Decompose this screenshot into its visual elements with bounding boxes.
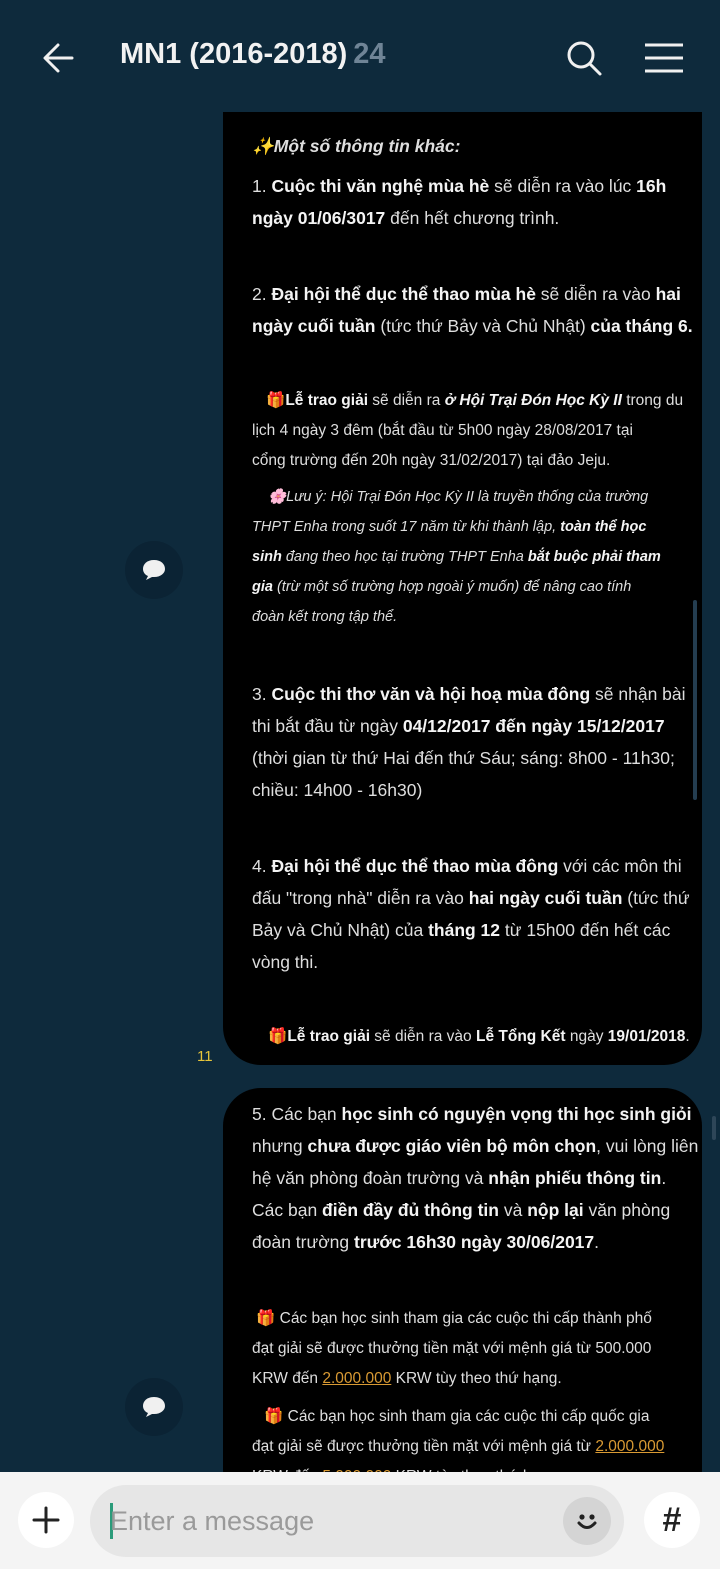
search-button[interactable] — [560, 34, 608, 82]
plus-icon — [32, 1506, 60, 1534]
member-count: 24 — [353, 38, 386, 70]
gift-icon: 🎁 — [256, 1310, 276, 1327]
avatar[interactable] — [125, 1378, 183, 1436]
chat-bubble-icon — [141, 558, 167, 582]
gift-2-line-2: đạt giải sẽ được thưởng tiền mặt với mệnh giá từ 2.000.000 — [252, 1438, 665, 1455]
note-line-1: 🌸Lưu ý: Hội Trại Đón Học Kỳ II là truyền thống của trường — [268, 489, 649, 505]
menu-icon — [644, 42, 684, 74]
award-line-2: lịch 4 ngày 3 đêm (bắt đầu từ 5h00 ngày 28/08/2017 tại — [252, 422, 633, 439]
award-2-line: 🎁Lễ trao giải sẽ diễn ra vào Lễ Tổng Kết ngày 19/01/2018. — [268, 1028, 690, 1045]
award-line-1: 🎁Lễ trao giải sẽ diễn ra ở Hội Trại Đón Học Kỳ II trong du — [266, 392, 684, 409]
chat-title — [120, 38, 386, 71]
paragraph-1-line-2: ngày 01/06/3017 đến hết chương trình. — [252, 208, 560, 228]
attach-button[interactable] — [18, 1492, 74, 1548]
back-button[interactable] — [34, 34, 82, 82]
chat-header — [0, 0, 720, 112]
paragraph-1: 1. Cuộc thi văn nghệ mùa hè sẽ diễn ra vào lúc 16h — [252, 176, 667, 196]
paragraph-5-line-5: đoàn trường trước 16h30 ngày 30/06/2017. — [252, 1232, 600, 1252]
paragraph-5: 5. Các bạn học sinh có nguyện vọng thi học sinh giỏi — [252, 1104, 692, 1124]
scrollbar[interactable] — [693, 600, 697, 800]
paragraph-3-line-3: (thời gian từ thứ Hai đến thứ Sáu; sáng: 8h00 - 11h30; — [252, 748, 675, 768]
chat-bubble-icon — [141, 1395, 167, 1419]
gift-icon: 🎁 — [266, 392, 286, 409]
message-input[interactable] — [90, 1485, 624, 1557]
amount-link[interactable]: 2.000.000 — [322, 1370, 392, 1387]
back-arrow-icon — [40, 40, 76, 76]
note-line-2: THPT Enha trong suốt 17 năm từ khi thành lập, toàn thể học — [252, 519, 647, 535]
emoji-button[interactable] — [563, 1497, 611, 1545]
search-icon — [565, 39, 603, 77]
menu-button[interactable] — [638, 34, 690, 82]
paragraph-5-line-3: hệ văn phòng đoàn trường và nhận phiếu thông tin. — [252, 1168, 667, 1188]
hashtag-button[interactable]: # — [644, 1492, 700, 1548]
paragraph-3: 3. Cuộc thi thơ văn và hội hoạ mùa đông sẽ nhận bài — [252, 684, 686, 704]
paragraph-5-line-2: nhưng chưa được giáo viên bộ môn chọn, vui lòng liên — [252, 1136, 699, 1156]
paragraph-4: 4. Đại hội thể dục thể thao mùa đông với các môn thi — [252, 856, 682, 876]
message-bubble[interactable] — [223, 112, 702, 1065]
paragraph-4-line-2: đấu "trong nhà" diễn ra vào hai ngày cuối tuần (tức thứ — [252, 888, 690, 908]
award-line-3: cổng trường đến 20h ngày 31/02/2017) tại đảo Jeju. — [252, 452, 611, 469]
paragraph-4-line-4: vòng thi. — [252, 952, 319, 972]
paragraph-5-line-4: Các bạn điền đầy đủ thông tin và nộp lại văn phòng — [252, 1200, 671, 1220]
gift-1-line-3: KRW đến 2.000.000 KRW tùy theo thứ hạng. — [252, 1370, 562, 1387]
gift-1-line-2: đạt giải sẽ được thưởng tiền mặt với mệnh giá từ 500.000 — [252, 1340, 652, 1357]
note-line-4: gia (trừ một số trường hợp ngoài ý muốn) để nâng cao tính — [252, 579, 632, 595]
chat-title-text: MN1 (2016-2018) — [120, 38, 348, 70]
flower-icon: 🌸 — [268, 489, 287, 505]
scrollbar-secondary[interactable] — [712, 1116, 716, 1140]
gift-1-line-1: 🎁 Các bạn học sinh tham gia các cuộc thi cấp thành phố — [256, 1310, 652, 1327]
paragraph-3-line-2: thi bắt đầu từ ngày 04/12/2017 đến ngày 15/12/2017 — [252, 716, 665, 736]
gift-2-line-1: 🎁 Các bạn học sinh tham gia các cuộc thi cấp quốc gia — [264, 1408, 650, 1425]
smiley-icon — [572, 1506, 602, 1536]
gift-icon: 🎁 — [268, 1028, 288, 1045]
paragraph-2: 2. Đại hội thể dục thể thao mùa hè sẽ diễn ra vào hai — [252, 284, 681, 304]
note-line-5: đoàn kết trong tập thể. — [252, 609, 398, 625]
message-input-placeholder: Enter a message — [110, 1506, 315, 1536]
sparkles-icon: ✨ — [252, 136, 274, 156]
message-heading: ✨Một số thông tin khác: — [252, 136, 461, 156]
paragraph-3-line-4: chiều: 14h00 - 16h30) — [252, 780, 423, 800]
avatar[interactable] — [125, 541, 183, 599]
amount-link[interactable]: 2.000.000 — [595, 1438, 665, 1455]
unread-count: 11 — [197, 1048, 213, 1065]
paragraph-2-line-2: ngày cuối tuần (tức thứ Bảy và Chủ Nhật) của tháng 6. — [252, 316, 693, 336]
note-line-3: sinh đang theo học tại trường THPT Enha bắt buộc phải tham — [252, 549, 661, 565]
message-bubble[interactable] — [223, 1088, 702, 1508]
gift-icon: 🎁 — [264, 1408, 284, 1425]
paragraph-4-line-3: Bảy và Chủ Nhật) của tháng 12 từ 15h00 đến hết các — [252, 920, 671, 940]
